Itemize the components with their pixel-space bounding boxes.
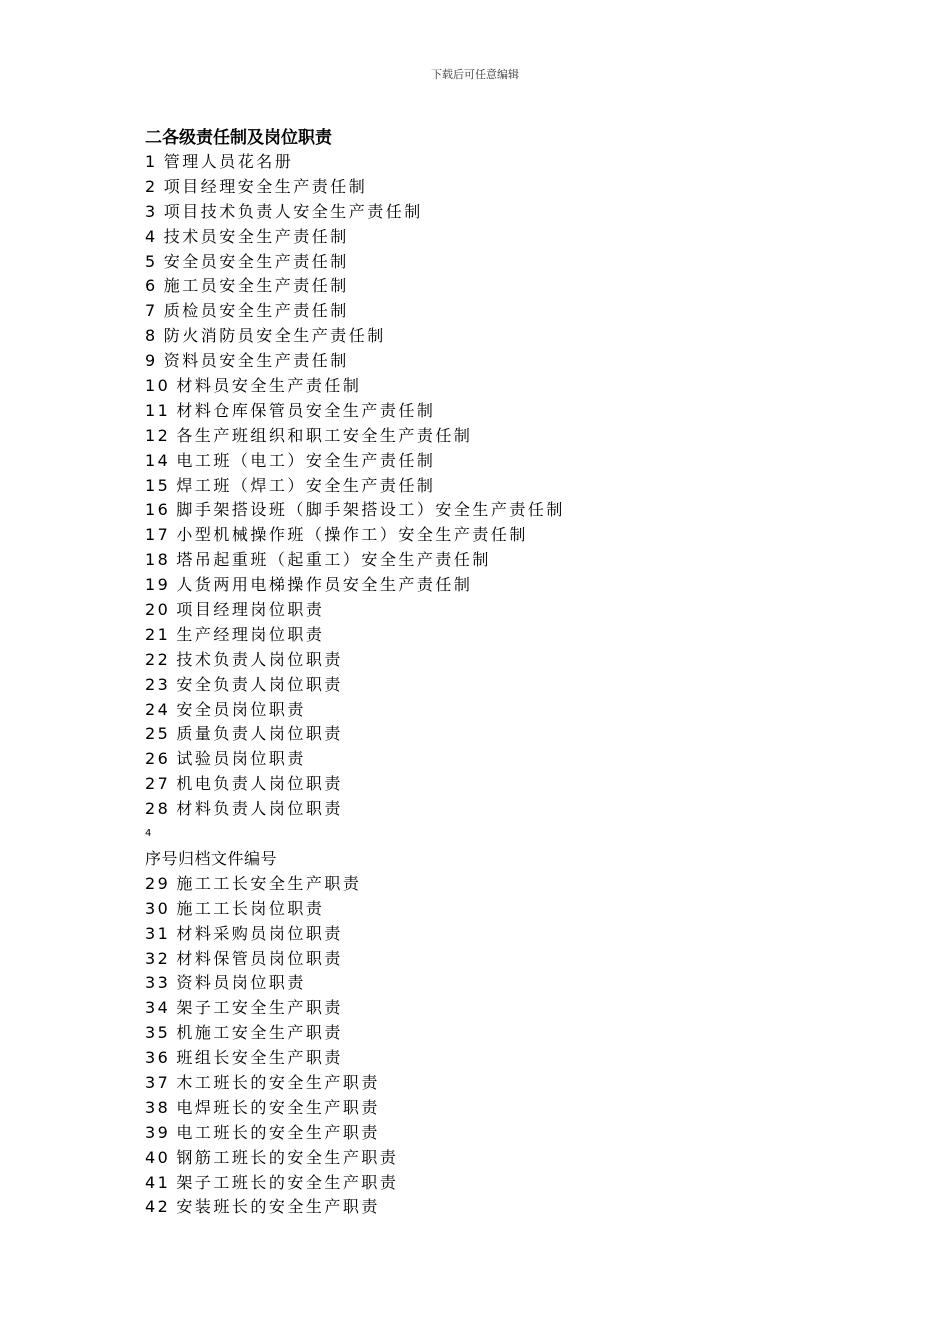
item-number: 12 xyxy=(145,425,171,445)
list-item xyxy=(145,1096,905,1121)
list-item xyxy=(145,474,905,499)
page-header: 下载后可任意编辑 xyxy=(431,68,519,81)
list-item xyxy=(145,299,905,324)
list-item xyxy=(145,150,905,175)
list-item xyxy=(145,598,905,623)
list-item xyxy=(145,324,905,349)
item-text: 防火消防员安全生产责任制 xyxy=(163,326,386,346)
item-text: 质量负责人岗位职责 xyxy=(176,724,343,744)
item-number: 25 xyxy=(145,724,171,744)
item-text: 电工班（电工）安全生产责任制 xyxy=(176,450,436,470)
list-item xyxy=(145,274,905,299)
item-number: 16 xyxy=(145,500,171,520)
item-text: 材料采购员岗位职责 xyxy=(176,923,343,943)
item-number: 28 xyxy=(145,799,171,819)
item-number: 42 xyxy=(145,1197,171,1217)
item-text: 施工员安全生产责任制 xyxy=(163,276,349,296)
item-number: 7 xyxy=(145,301,158,321)
item-text: 钢筋工班长的安全生产职责 xyxy=(176,1147,399,1167)
list-item xyxy=(145,971,905,996)
item-number: 10 xyxy=(145,376,171,396)
list-item xyxy=(145,797,905,822)
item-number: 20 xyxy=(145,600,171,620)
list-item xyxy=(145,1195,905,1220)
item-number: 34 xyxy=(145,998,171,1018)
item-text: 焊工班（焊工）安全生产责任制 xyxy=(176,475,436,495)
item-text: 脚手架搭设班（脚手架搭设工）安全生产责任制 xyxy=(176,500,565,520)
list-item xyxy=(145,747,905,772)
item-text: 架子工安全生产职责 xyxy=(176,998,343,1018)
item-text: 电焊班长的安全生产职责 xyxy=(176,1097,380,1117)
item-number: 21 xyxy=(145,624,171,644)
item-number: 32 xyxy=(145,948,171,968)
list-item xyxy=(145,1046,905,1071)
list-item xyxy=(145,698,905,723)
item-text: 施工工长安全生产职责 xyxy=(176,873,362,893)
document-body xyxy=(145,128,905,1220)
item-number: 36 xyxy=(145,1048,171,1068)
duty-list xyxy=(145,872,905,1220)
item-text: 试验员岗位职责 xyxy=(176,749,306,769)
item-text: 生产经理岗位职责 xyxy=(176,624,325,644)
item-number: 33 xyxy=(145,973,171,993)
item-text: 项目经理安全生产责任制 xyxy=(163,176,368,196)
list-item xyxy=(145,399,905,424)
item-number: 29 xyxy=(145,873,171,893)
item-number: 31 xyxy=(145,923,171,943)
item-text: 班组长安全生产职责 xyxy=(176,1048,343,1068)
item-number: 24 xyxy=(145,699,171,719)
list-item xyxy=(145,722,905,747)
item-number: 37 xyxy=(145,1072,171,1092)
list-item xyxy=(145,872,905,897)
item-number: 40 xyxy=(145,1147,171,1167)
list-item xyxy=(145,897,905,922)
item-text: 各生产班组织和职工安全生产责任制 xyxy=(176,425,473,445)
item-text: 材料员安全生产责任制 xyxy=(176,376,362,396)
item-number: 15 xyxy=(145,475,171,495)
list-item xyxy=(145,548,905,573)
item-text: 机施工安全生产职责 xyxy=(176,1023,343,1043)
list-item xyxy=(145,947,905,972)
item-text: 管理人员花名册 xyxy=(163,152,294,171)
item-text: 木工班长的安全生产职责 xyxy=(176,1072,380,1092)
item-text: 塔吊起重班（起重工）安全生产责任制 xyxy=(176,550,491,570)
item-number: 17 xyxy=(145,525,171,545)
item-number: 39 xyxy=(145,1122,171,1142)
item-number: 1 xyxy=(145,152,158,171)
list-item xyxy=(145,1121,905,1146)
list-item xyxy=(145,200,905,225)
item-text: 安全员岗位职责 xyxy=(176,699,306,719)
item-text: 施工工长岗位职责 xyxy=(176,898,325,918)
item-text: 资料员岗位职责 xyxy=(176,973,306,993)
item-number: 41 xyxy=(145,1172,171,1192)
list-item xyxy=(145,449,905,474)
item-number: 5 xyxy=(145,251,158,271)
item-text: 技术负责人岗位职责 xyxy=(176,649,343,669)
list-item xyxy=(145,1071,905,1096)
item-text: 架子工班长的安全生产职责 xyxy=(176,1172,399,1192)
list-item xyxy=(145,523,905,548)
list-item xyxy=(145,1171,905,1196)
item-text: 安装班长的安全生产职责 xyxy=(176,1197,380,1217)
item-text: 电工班长的安全生产职责 xyxy=(176,1122,380,1142)
item-number: 18 xyxy=(145,550,171,570)
item-number: 38 xyxy=(145,1097,171,1117)
item-number: 35 xyxy=(145,1023,171,1043)
list-item xyxy=(145,424,905,449)
item-text: 项目技术负责人安全生产责任制 xyxy=(163,201,423,221)
item-text: 材料仓库保管员安全生产责任制 xyxy=(176,400,436,420)
item-text: 材料负责人岗位职责 xyxy=(176,799,343,819)
item-number: 14 xyxy=(145,450,171,470)
item-number: 26 xyxy=(145,749,171,769)
item-number: 23 xyxy=(145,674,171,694)
responsibility-list xyxy=(145,150,905,822)
list-item xyxy=(145,498,905,523)
item-number: 30 xyxy=(145,898,171,918)
item-text: 安全员安全生产责任制 xyxy=(163,251,349,271)
item-number: 8 xyxy=(145,326,158,346)
list-item xyxy=(145,349,905,374)
item-number: 11 xyxy=(145,400,171,420)
list-item xyxy=(145,250,905,275)
list-item xyxy=(145,623,905,648)
list-item xyxy=(145,573,905,598)
list-item xyxy=(145,1021,905,1046)
list-item xyxy=(145,648,905,673)
item-text: 质检员安全生产责任制 xyxy=(163,301,349,321)
item-text: 人货两用电梯操作员安全生产责任制 xyxy=(176,575,473,595)
item-text: 安全负责人岗位职责 xyxy=(176,674,343,694)
item-text: 机电负责人岗位职责 xyxy=(176,774,343,794)
list-item xyxy=(145,996,905,1021)
item-text: 资料员安全生产责任制 xyxy=(163,351,349,371)
list-item xyxy=(145,922,905,947)
item-number: 4 xyxy=(145,226,158,246)
document-title: 二各级责任制及岗位职责 xyxy=(145,128,332,148)
item-number: 6 xyxy=(145,276,158,296)
item-text: 材料保管员岗位职责 xyxy=(176,948,343,968)
list-item xyxy=(145,673,905,698)
item-text: 小型机械操作班（操作工）安全生产责任制 xyxy=(176,525,528,545)
list-item xyxy=(145,1146,905,1171)
item-text: 技术员安全生产责任制 xyxy=(163,226,349,246)
item-number: 3 xyxy=(145,201,158,221)
list-item xyxy=(145,374,905,399)
item-number: 19 xyxy=(145,575,171,595)
list-item xyxy=(145,772,905,797)
item-number: 9 xyxy=(145,351,158,371)
page-marker: 4 xyxy=(145,828,152,840)
item-number: 2 xyxy=(145,176,158,196)
item-number: 22 xyxy=(145,649,171,669)
list-item xyxy=(145,175,905,200)
list-item xyxy=(145,225,905,250)
item-number: 27 xyxy=(145,774,171,794)
section-heading: 序号归档文件编号 xyxy=(145,848,278,868)
item-text: 项目经理岗位职责 xyxy=(176,600,325,620)
